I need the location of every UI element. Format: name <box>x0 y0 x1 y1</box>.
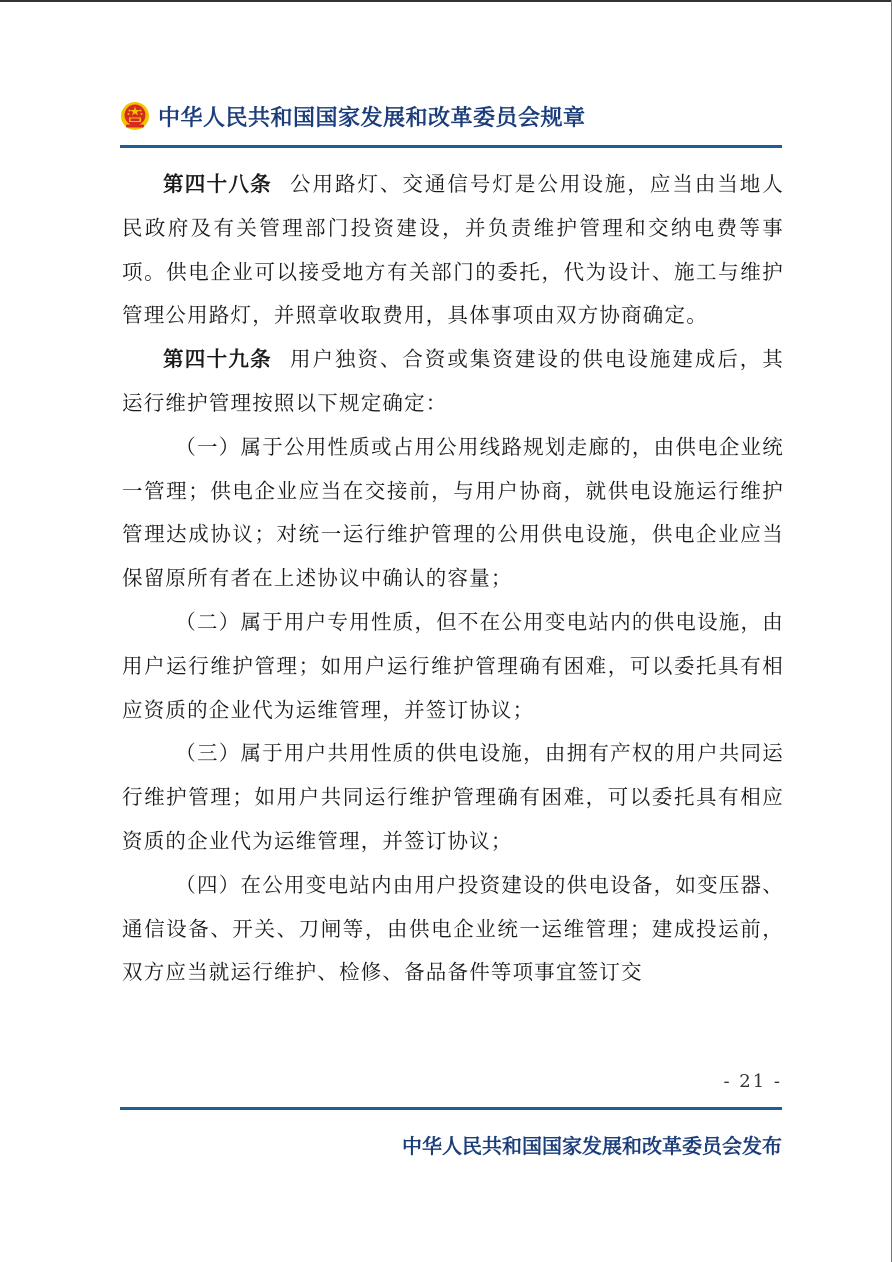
article-label: 第四十八条 <box>163 172 272 196</box>
header-title: 中华人民共和国国家发展和改革委员会规章 <box>158 105 586 131</box>
list-item: （二）属于用户专用性质，但不在公用变电站内的供电设施，由用户运行维护管理；如用户运行维护管理确有困难，可以委托具有相应资质的企业代为运维管理，并签订协议； <box>122 609 784 722</box>
footer-publisher: 中华人民共和国国家发展和改革委员会发布 <box>402 1134 782 1158</box>
header-divider <box>120 145 782 148</box>
article-label: 第四十九条 <box>163 347 272 372</box>
article-text: 用户独资、合资或集资建设的供电设施建成后，其运行维护管理按照以下规定确定： <box>122 347 785 415</box>
national-emblem-icon <box>120 101 150 131</box>
list-item: （一）属于公用性质或占用公用线路规划走廊的，由供电企业统一管理；供电企业应当在交接前，与用户协商，就供电设施运行维护管理达成协议；对统一运行维护管理的公用供电设施，供电企业应当保留原所有者在上述协议中确认的容量； <box>122 434 784 591</box>
article-49 <box>122 338 784 426</box>
list-item: （三）属于用户共用性质的供电设施，由拥有产权的用户共同运行维护管理；如用户共同运行维护管理确有困难，可以委托具有相应资质的企业代为运维管理，并签订协议； <box>122 741 784 853</box>
document-body <box>122 163 784 995</box>
article-48 <box>122 163 784 338</box>
page-number: - 21 - <box>723 1071 782 1092</box>
list-item: （四）在公用变电站内由用户投资建设的供电设备，如变压器、通信设备、开关、刀闸等，由供电企业统一运维管理；建成投运前，双方应当就运行维护、检修、备品备件等项事宜签订交 <box>122 872 784 985</box>
article-text: 公用路灯、交通信号灯是公用设施，应当由当地人民政府及有关管理部门投资建设，并负责维护管理和交纳电费等事项。供电企业可以接受地方有关部门的委托，代为设计、施工与维护管理公用路灯，并照章收取费用，具体事项由双方协商确定。 <box>122 172 785 328</box>
page-header <box>120 96 782 136</box>
footer-divider <box>120 1107 782 1110</box>
page-top-border <box>0 0 892 2</box>
